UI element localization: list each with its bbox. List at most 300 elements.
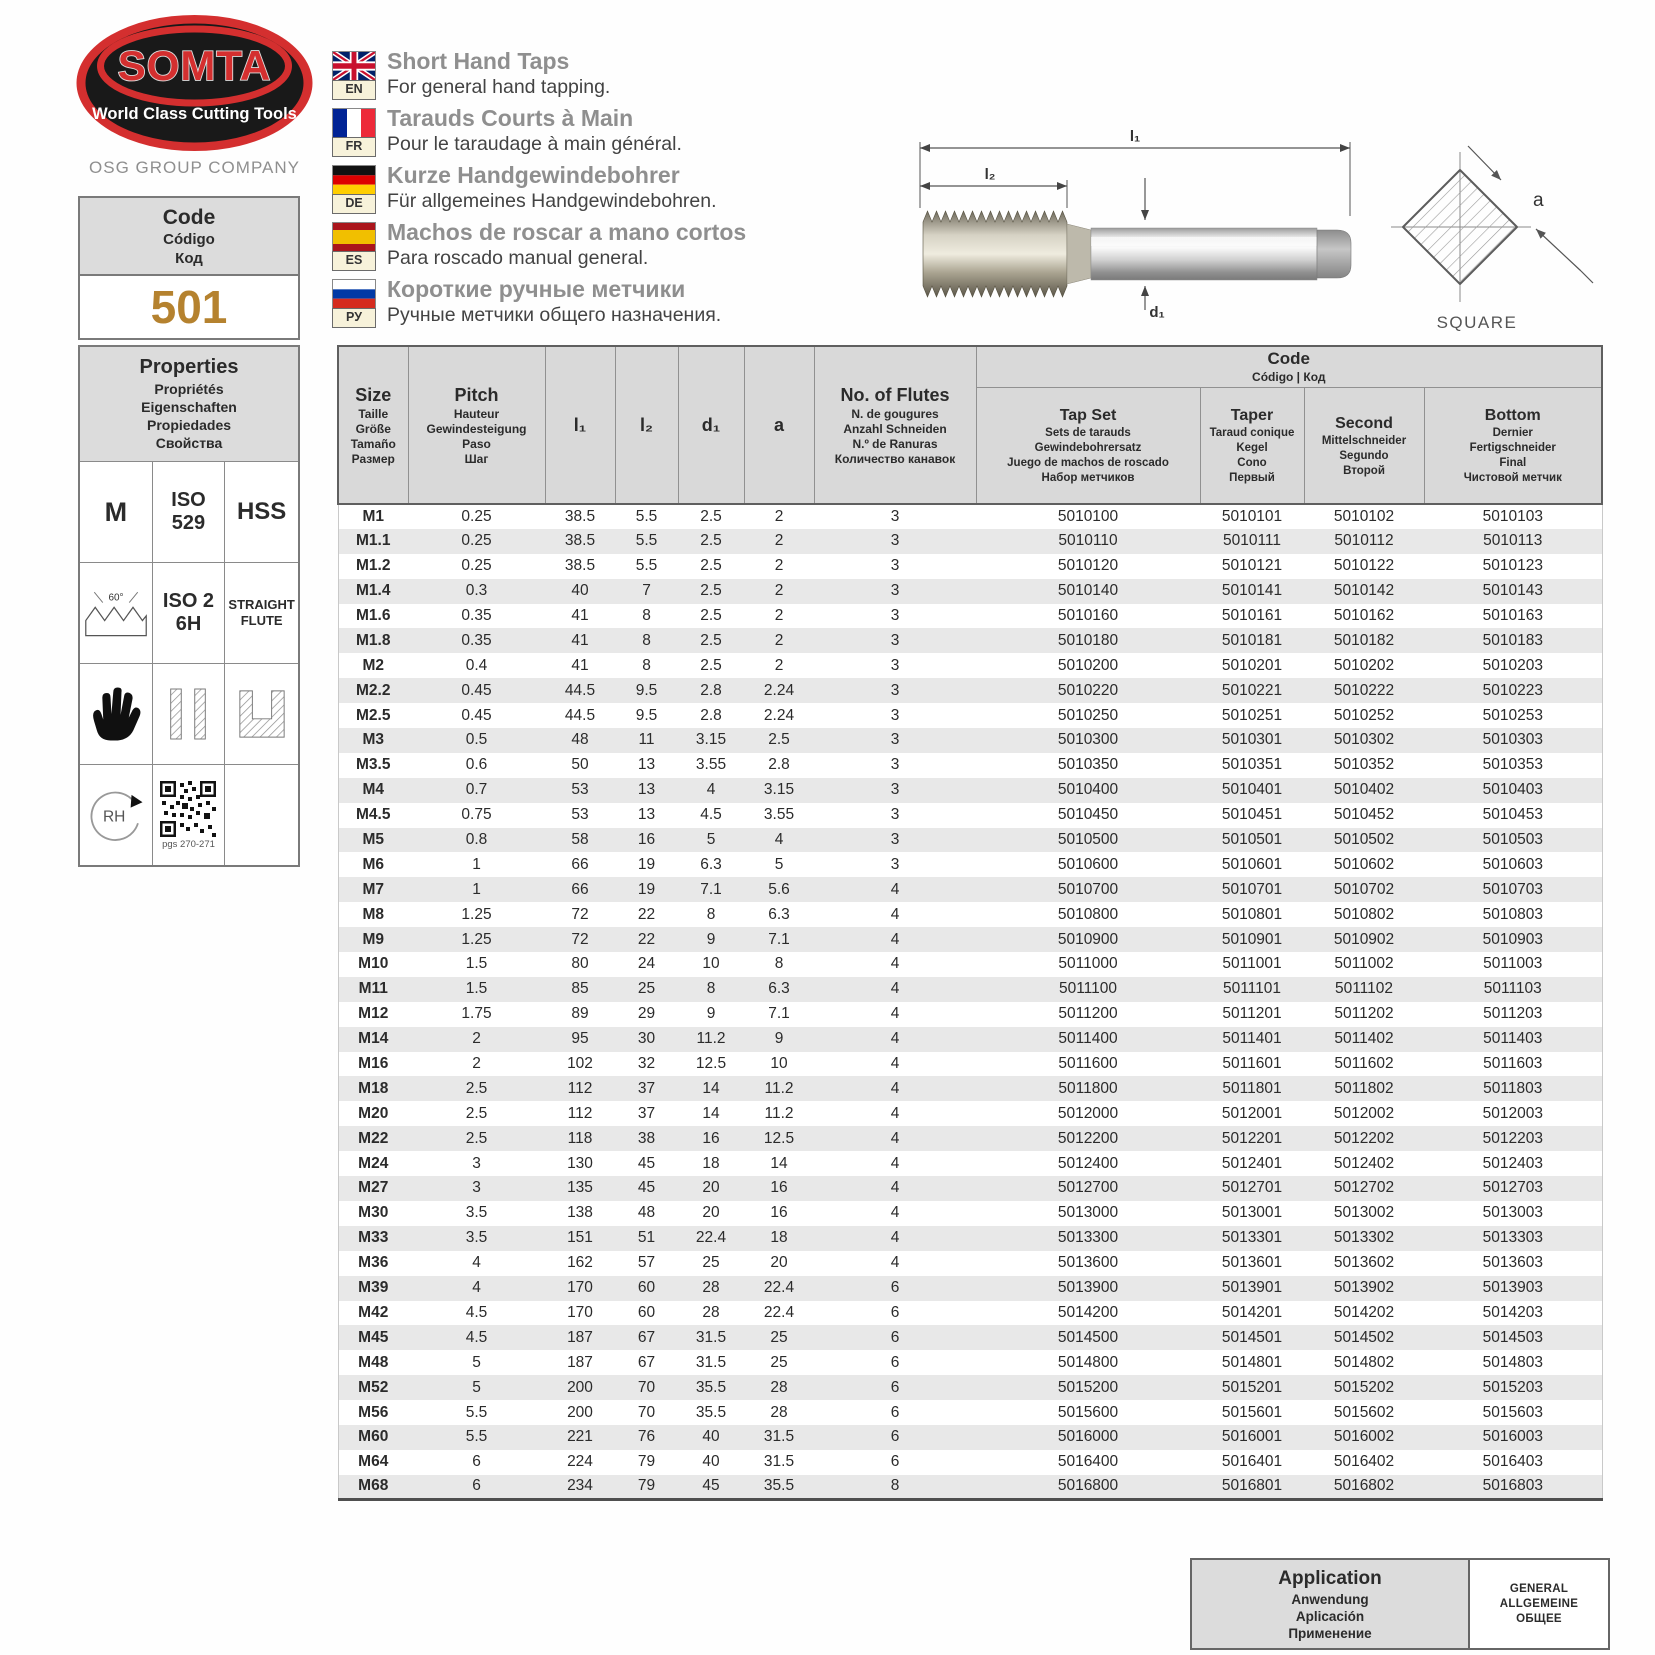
cell-tap_set: 5011400 [1058, 1030, 1118, 1048]
dim-leader-a-top [1468, 146, 1501, 180]
cell-l1: 102 [567, 1055, 593, 1073]
cell-pitch: 0.4 [465, 656, 488, 674]
product-subtitle-es: Para roscado manual general. [387, 247, 649, 269]
cell-second: 5013302 [1333, 1229, 1395, 1247]
table-row [338, 952, 1602, 977]
col-header-second: Second Mittelschneider Segundo Второй [1304, 388, 1424, 505]
cell-flutes: 4 [890, 1005, 900, 1023]
cell-size: M2 [338, 653, 408, 678]
cell-pitch: 4 [472, 1279, 481, 1297]
cell-second: 5010352 [1333, 756, 1395, 774]
cell-a: 25 [770, 1328, 788, 1346]
cell-l1: 130 [567, 1154, 593, 1172]
cell-l1: 112 [567, 1079, 593, 1097]
cell-l1: 48 [571, 731, 589, 749]
flag-stack-de [332, 165, 376, 217]
cell-flutes: 6 [890, 1328, 900, 1346]
cell-second: 5010602 [1333, 855, 1395, 873]
cell-flutes: 3 [890, 582, 900, 600]
cell-pitch: 0.3 [465, 582, 488, 600]
cell-second: 5012202 [1333, 1129, 1395, 1147]
table-row [338, 678, 1602, 703]
cell-bottom: 5012403 [1424, 1151, 1602, 1176]
cell-l2: 48 [637, 1204, 656, 1222]
cell-pitch: 4.5 [465, 1328, 488, 1346]
table-row [338, 902, 1602, 927]
cell-a: 2 [774, 582, 784, 600]
col-header-flutes: No. of Flutes N. de gougures Anzahl Schneiden N.º de Ranuras Количество канавок [814, 346, 976, 504]
cell-flutes: 4 [890, 1030, 900, 1048]
product-subtitle-de: Für allgemeines Handgewindebohren. [387, 190, 717, 212]
table-row [338, 778, 1602, 803]
cell-flutes: 6 [890, 1428, 900, 1446]
cell-l1: 89 [571, 1005, 589, 1023]
cell-l2: 5.5 [635, 532, 658, 550]
properties-grid [80, 462, 298, 865]
col-header-size: Size Taille Größe Tamaño Размер [338, 346, 408, 504]
table-row [338, 529, 1602, 554]
cell-l2: 38 [637, 1129, 656, 1147]
france-flag-icon [332, 108, 376, 138]
cell-taper: 5010161 [1221, 607, 1283, 624]
cell-tap_set: 5015200 [1057, 1378, 1119, 1396]
cell-bottom: 5011603 [1424, 1052, 1602, 1077]
cell-a: 10 [770, 1055, 788, 1073]
cell-l2: 13 [637, 756, 656, 774]
cell-d1: 28 [702, 1279, 720, 1297]
cell-l2: 45 [637, 1179, 656, 1197]
cell-size: M7 [338, 877, 408, 902]
cell-bottom: 5010223 [1424, 678, 1602, 703]
cell-bottom: 5014203 [1424, 1301, 1602, 1326]
cell-size: M16 [338, 1052, 408, 1077]
cell-l1: 66 [571, 880, 589, 898]
cell-bottom: 5014803 [1424, 1350, 1602, 1375]
cell-pitch: 1.5 [465, 980, 488, 998]
cell-l2: 8 [642, 631, 651, 649]
cell-a: 35.5 [763, 1477, 795, 1495]
cell-l1: 187 [567, 1353, 593, 1371]
cell-l2: 60 [637, 1303, 656, 1321]
cell-tap_set: 5010300 [1057, 731, 1119, 749]
prop-standard: ISO 529 [153, 462, 226, 563]
cell-size: M39 [338, 1276, 408, 1301]
cell-a: 2 [774, 656, 784, 674]
flag-stack-ru [332, 279, 376, 331]
cell-pitch: 0.35 [461, 607, 492, 624]
cell-taper: 5016401 [1221, 1453, 1283, 1471]
cell-l2: 30 [637, 1030, 656, 1048]
cell-bottom: 5010353 [1424, 753, 1602, 778]
cell-a: 5 [774, 855, 784, 873]
cell-flutes: 6 [890, 1353, 900, 1371]
cell-flutes: 4 [890, 955, 900, 973]
cell-taper: 5010111 [1222, 532, 1282, 550]
cell-taper: 5010221 [1221, 681, 1283, 699]
cell-d1: 8 [706, 980, 716, 998]
table-row [338, 554, 1602, 579]
cell-second: 5010122 [1333, 557, 1395, 575]
prop-flute-type: STRAIGHT FLUTE [225, 563, 298, 664]
cell-d1: 11.2 [696, 1030, 726, 1048]
blind-hole-icon [235, 688, 289, 740]
cell-size: M30 [338, 1201, 408, 1226]
cell-flutes: 4 [890, 1079, 900, 1097]
cell-tap_set: 5014200 [1057, 1303, 1119, 1321]
cell-second: 5010252 [1333, 706, 1395, 724]
cell-pitch: 0.7 [465, 781, 488, 799]
tap-shank [1091, 228, 1317, 280]
cell-flutes: 3 [890, 731, 900, 749]
cell-bottom: 5012003 [1424, 1101, 1602, 1126]
cell-taper: 5015201 [1221, 1378, 1283, 1396]
cell-pitch: 2.5 [465, 1079, 488, 1097]
cell-a: 4 [774, 831, 784, 849]
table-row [338, 927, 1602, 952]
cell-d1: 25 [702, 1254, 720, 1272]
cell-l1: 118 [567, 1129, 593, 1147]
cell-flutes: 4 [890, 1055, 900, 1073]
cell-d1: 16 [702, 1129, 720, 1147]
cell-flutes: 4 [890, 1254, 900, 1272]
cell-taper: 5012001 [1221, 1104, 1283, 1122]
cell-taper: 5011101 [1222, 980, 1282, 998]
cell-taper: 5010121 [1221, 557, 1283, 575]
cell-tap_set: 5010110 [1058, 532, 1118, 550]
cell-pitch: 1 [472, 855, 481, 873]
cell-size: M1 [338, 504, 408, 529]
cell-d1: 20 [702, 1204, 720, 1222]
cell-tap_set: 5010180 [1057, 631, 1119, 649]
table-row [338, 1126, 1602, 1151]
col-group-code [976, 346, 1602, 388]
col-header-l2: l₂ [615, 346, 678, 504]
cell-l2: 70 [637, 1378, 656, 1396]
table-row [338, 1375, 1602, 1400]
flag-stack-fr [332, 108, 376, 160]
cell-a: 2.24 [763, 706, 795, 724]
cell-l2: 7 [642, 582, 651, 600]
cell-size: M6 [338, 852, 408, 877]
cell-tap_set: 5014500 [1057, 1328, 1119, 1346]
cell-flutes: 6 [890, 1378, 900, 1396]
cell-l2: 16 [637, 831, 656, 849]
cell-second: 5015202 [1333, 1378, 1395, 1396]
dim-label-a: a [1533, 190, 1544, 211]
cell-taper: 5013001 [1221, 1204, 1283, 1222]
cell-l2: 19 [637, 880, 656, 898]
prop-through-hole [153, 664, 226, 765]
cell-taper: 5012701 [1221, 1179, 1283, 1197]
cell-a: 11.2 [764, 1104, 794, 1122]
cell-a: 22.4 [763, 1303, 795, 1321]
glove-icon [85, 683, 147, 745]
cell-taper: 5010401 [1221, 781, 1283, 799]
cell-l2: 57 [637, 1254, 656, 1272]
cell-tap_set: 5010800 [1057, 905, 1119, 923]
cell-size: M45 [338, 1325, 408, 1350]
cell-taper: 5010601 [1221, 855, 1283, 873]
prop-empty [225, 765, 298, 865]
cell-bottom: 5010143 [1424, 579, 1602, 604]
cell-size: M1.6 [338, 604, 408, 629]
cell-tap_set: 5010200 [1057, 656, 1119, 674]
qr-code [160, 781, 216, 837]
cell-a: 18 [770, 1229, 788, 1247]
cell-d1: 14 [702, 1104, 720, 1122]
cell-a: 31.5 [763, 1428, 795, 1446]
cell-second: 5011802 [1334, 1079, 1394, 1097]
cell-flutes: 4 [890, 980, 900, 998]
cell-a: 7.1 [768, 930, 790, 948]
cell-l1: 72 [571, 905, 589, 923]
cell-taper: 5011001 [1222, 955, 1282, 973]
cell-l1: 80 [571, 955, 589, 973]
product-title-es: Machos de roscar a mano cortos [387, 219, 747, 245]
cell-a: 22.4 [763, 1279, 795, 1297]
table-row [338, 803, 1602, 828]
cell-taper: 5013301 [1221, 1229, 1283, 1247]
cell-size: M24 [338, 1151, 408, 1176]
cell-flutes: 3 [890, 557, 900, 575]
cell-taper: 5011201 [1222, 1005, 1282, 1023]
table-row [338, 828, 1602, 853]
col-header-a: a [744, 346, 814, 504]
lang-block-ru [332, 276, 746, 331]
cell-l2: 60 [637, 1279, 656, 1297]
cell-l1: 53 [571, 806, 589, 824]
cell-d1: 28 [702, 1303, 720, 1321]
cell-a: 6.3 [768, 980, 790, 998]
col-header-bottom: Bottom Dernier Fertigschneider Final Чистовой метчик [1424, 388, 1602, 505]
table-row [338, 877, 1602, 902]
cell-l1: 41 [571, 631, 589, 649]
table-row [338, 1425, 1602, 1450]
cell-l2: 32 [637, 1055, 656, 1073]
cell-a: 16 [770, 1204, 788, 1222]
cell-taper: 5010301 [1221, 731, 1283, 749]
table-row [338, 1052, 1602, 1077]
table-row [338, 653, 1602, 678]
table-row [338, 504, 1602, 529]
logo-tagline: World Class Cutting Tools [92, 105, 297, 123]
cell-d1: 10 [702, 955, 720, 973]
dim-label-l1: l₁ [1129, 128, 1141, 145]
cell-bottom: 5010253 [1424, 703, 1602, 728]
cell-taper: 5016001 [1221, 1428, 1283, 1446]
cell-tap_set: 5011100 [1058, 980, 1118, 998]
cell-d1: 12.5 [695, 1055, 727, 1073]
cell-size: M9 [338, 927, 408, 952]
cell-pitch: 1 [472, 880, 481, 898]
prop-material: HSS [225, 462, 298, 563]
cell-bottom: 5011003 [1424, 952, 1602, 977]
cell-d1: 2.5 [700, 656, 722, 674]
cell-taper: 5010141 [1221, 582, 1283, 600]
cell-second: 5010182 [1333, 631, 1395, 649]
cell-d1: 31.5 [695, 1353, 727, 1371]
cell-flutes: 3 [890, 631, 900, 649]
cell-bottom: 5011203 [1424, 1002, 1602, 1027]
cell-size: M1.2 [338, 554, 408, 579]
cell-size: M42 [338, 1301, 408, 1326]
cell-tap_set: 5013300 [1057, 1229, 1119, 1247]
cell-tap_set: 5013600 [1057, 1254, 1119, 1272]
cell-a: 11.2 [764, 1079, 794, 1097]
cell-flutes: 3 [890, 781, 900, 799]
cell-taper: 5014501 [1221, 1328, 1283, 1346]
cell-second: 5010402 [1333, 781, 1395, 799]
cell-pitch: 2.5 [465, 1104, 488, 1122]
cell-second: 5015602 [1333, 1403, 1395, 1421]
cell-pitch: 6 [472, 1453, 481, 1471]
cell-d1: 2.5 [700, 607, 722, 624]
cell-taper: 5013601 [1221, 1254, 1283, 1272]
cell-d1: 8 [706, 905, 716, 923]
cell-flutes: 3 [890, 855, 900, 873]
cell-d1: 2.8 [700, 706, 722, 724]
cell-l2: 22 [637, 930, 656, 948]
cell-l1: 200 [567, 1378, 593, 1396]
cell-d1: 2.5 [700, 557, 722, 575]
cell-bottom: 5010303 [1424, 728, 1602, 753]
cell-bottom: 5011403 [1424, 1027, 1602, 1052]
cell-bottom: 5013303 [1424, 1226, 1602, 1251]
cell-l2: 67 [637, 1328, 656, 1346]
cell-taper: 5015601 [1221, 1403, 1283, 1421]
cell-bottom: 5012203 [1424, 1126, 1602, 1151]
cell-pitch: 3 [472, 1179, 481, 1197]
thread-profile-icon [82, 587, 150, 639]
cell-d1: 45 [702, 1477, 720, 1495]
cell-second: 5013902 [1333, 1279, 1395, 1297]
application-labels: Application Anwendung Aplicación Применение [1192, 1560, 1470, 1648]
cell-a: 20 [770, 1254, 788, 1272]
cell-a: 3.15 [763, 781, 795, 799]
cell-taper: 5010181 [1221, 631, 1283, 649]
code-box [78, 196, 300, 340]
table-row [338, 1325, 1602, 1350]
cell-pitch: 5.5 [465, 1403, 488, 1421]
cell-tap_set: 5010400 [1057, 781, 1119, 799]
cell-flutes: 6 [890, 1403, 900, 1421]
table-row [338, 753, 1602, 778]
cell-pitch: 5.5 [465, 1428, 488, 1446]
cell-taper: 5010801 [1221, 905, 1283, 923]
cell-second: 5010452 [1333, 806, 1395, 824]
prop-thread-system: M [80, 462, 153, 563]
cell-pitch: 2 [472, 1055, 481, 1073]
svg-text:60°: 60° [108, 592, 124, 604]
cell-d1: 3.55 [695, 756, 727, 774]
cell-second: 5011002 [1334, 955, 1394, 973]
cell-second: 5011102 [1334, 980, 1394, 998]
cell-d1: 7.1 [700, 880, 722, 898]
cell-l2: 51 [637, 1229, 656, 1247]
cell-size: M36 [338, 1251, 408, 1276]
cell-size: M27 [338, 1176, 408, 1201]
cell-tap_set: 5011200 [1058, 1005, 1118, 1023]
spain-flag-icon [332, 222, 376, 252]
cell-pitch: 2.5 [465, 1129, 488, 1147]
col-header-taper: Taper Taraud conique Kegel Cono Первый [1200, 388, 1304, 505]
cell-l1: 221 [567, 1428, 593, 1446]
cell-bottom: 5010113 [1424, 529, 1602, 554]
cell-l2: 5.5 [635, 557, 658, 575]
cell-d1: 20 [702, 1179, 720, 1197]
square-section-shape [1403, 170, 1517, 284]
cell-tap_set: 5010450 [1057, 806, 1119, 824]
cell-tap_set: 5010120 [1057, 557, 1119, 575]
cell-size: M1.8 [338, 628, 408, 653]
product-title-de: Kurze Handgewindebohrer [387, 162, 680, 188]
cell-tap_set: 5010900 [1057, 930, 1119, 948]
cell-size: M33 [338, 1226, 408, 1251]
cell-second: 5016002 [1333, 1428, 1395, 1446]
code-group-title: Code [1267, 349, 1311, 368]
cell-bottom: 5010163 [1424, 604, 1602, 629]
cell-d1: 2.5 [700, 582, 722, 600]
cell-l2: 13 [637, 806, 656, 824]
cell-second: 5012402 [1333, 1154, 1395, 1172]
russia-flag-icon [332, 279, 376, 309]
table-row [338, 1475, 1602, 1500]
tap-thread-section [923, 211, 1067, 297]
tap-square-end [1317, 230, 1351, 278]
cell-pitch: 5 [472, 1378, 481, 1396]
cell-size: M64 [338, 1450, 408, 1475]
cell-a: 31.5 [763, 1453, 795, 1471]
tap-transition [1067, 224, 1091, 284]
cell-a: 7.1 [768, 1005, 790, 1023]
cell-l1: 53 [571, 781, 589, 799]
product-subtitle-fr: Pour le taraudage à main général. [387, 133, 682, 155]
cell-bottom: 5010123 [1424, 554, 1602, 579]
cell-size: M60 [338, 1425, 408, 1450]
cell-d1: 14 [702, 1079, 720, 1097]
cell-l1: 112 [567, 1104, 593, 1122]
cell-taper: 5010451 [1221, 806, 1283, 824]
table-row [338, 728, 1602, 753]
cell-l1: 38.5 [564, 507, 596, 525]
cell-a: 2.5 [768, 731, 790, 749]
cell-a: 2 [774, 557, 784, 575]
cell-l1: 170 [567, 1279, 593, 1297]
cell-l1: 187 [567, 1328, 593, 1346]
table-row [338, 1350, 1602, 1375]
cell-size: M68 [338, 1475, 408, 1500]
cell-d1: 2.5 [700, 631, 722, 649]
through-hole-icon [163, 685, 213, 743]
cell-bottom: 5012703 [1424, 1176, 1602, 1201]
cell-a: 28 [770, 1403, 788, 1421]
cell-pitch: 0.25 [461, 557, 492, 575]
col-header-l1: l₁ [545, 346, 615, 504]
application-box [1190, 1558, 1610, 1650]
cell-second: 5010302 [1333, 731, 1395, 749]
cell-l1: 41 [571, 607, 589, 624]
table-row [338, 1400, 1602, 1425]
language-descriptions [332, 48, 747, 336]
cell-taper: 5012401 [1221, 1154, 1283, 1172]
lang-code-en: EN [332, 80, 376, 100]
cell-d1: 40 [702, 1428, 720, 1446]
cell-flutes: 3 [890, 706, 900, 724]
cell-l2: 13 [637, 781, 656, 799]
cell-taper: 5010501 [1221, 831, 1283, 849]
cell-pitch: 1.25 [461, 930, 492, 948]
cell-tap_set: 5011600 [1058, 1055, 1118, 1073]
